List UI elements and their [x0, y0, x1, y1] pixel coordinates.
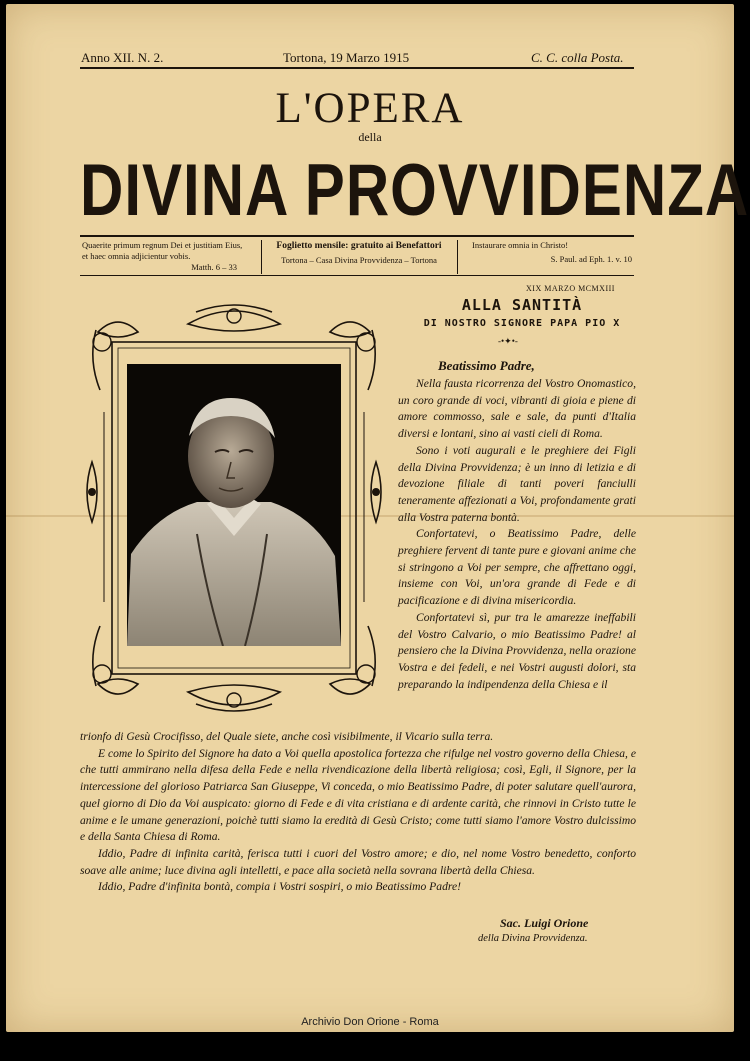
paragraph: Sono i voti augurali e le preghiere dei Figli della Divina Provvidenza; è un inno di letizia e di devozione filiale di tanti poveri fanciulli teneramente affezionati a Voi, profondamente grati alla Vostra paterna bontà. — [398, 443, 636, 524]
article-date: XIX MARZO MCMXIII — [526, 284, 615, 293]
title-opera: L'OPERA — [275, 85, 465, 132]
header-rule — [80, 67, 634, 69]
subheader-divider-1 — [261, 240, 262, 274]
motto-left-line1: Quaerite primum regnum Dei et justitiam Eius, — [82, 240, 243, 250]
greeting: Beatissimo Padre, — [438, 358, 535, 373]
article-subheading: DI NOSTRO SIGNORE PAPA PIO X — [423, 318, 621, 329]
place-date: Tortona, 19 Marzo 1915 — [283, 50, 410, 65]
subheader-center — [266, 240, 452, 266]
archive-credit: Archivio Don Orione - Roma — [301, 1016, 439, 1028]
motto-left-ref: Matth. 6 – 33 — [191, 262, 237, 272]
paragraph: Iddio, Padre di infinita carità, ferisca tutti i cuori del Vostro amore; e dio, nel nome Vostro benedetto, conforto soave alle anime; luce divina agli intelletti, e pace alla società nella sovrana libertà della Chiesa. — [80, 846, 636, 877]
subheader-center-line1: Foglietto mensile: gratuito ai Benefattori — [276, 241, 442, 251]
title-rule-top — [80, 235, 634, 237]
full-width-text — [80, 729, 636, 896]
postal-note: C. C. colla Posta. — [531, 50, 624, 65]
title-main: DIVINA PROVVIDENZA — [80, 149, 750, 231]
motto-left-line2: et haec omnia adjicientur vobis. — [82, 251, 191, 261]
signature-subtitle: della Divina Provvidenza. — [478, 933, 588, 944]
title-rule-bottom — [80, 275, 634, 276]
column-text — [398, 376, 636, 693]
motto-right-line1: Instaurare omnia in Christo! — [472, 240, 569, 250]
article-heading: ALLA SANTITÀ — [461, 296, 583, 314]
subheader-center-line2: Tortona – Casa Divina Provvidenza – Tortona — [281, 255, 437, 265]
paragraph: Confortatevi sì, pur tra le amarezze ineffabili del Vostro Calvario, o mio Beatissimo Padre! al pensiero che la Divina Provvidenza, nella orazione Vostra e dei fedeli, e nei Vostri augusti dolori, sta preparando la indipendenza della Chiesa e il — [398, 610, 636, 691]
heading-ornament: -•✦•- — [498, 336, 518, 346]
paragraph: Nella fausta ricorrenza del Vostro Onomastico, un coro grande di voci, vibranti di gioia e piene di amore commosso, sale e sale, da punti d'Italia diversi e lontani, sino ai vasti cieli di Roma. — [398, 377, 636, 441]
paragraph: E come lo Spirito del Signore ha dato a Voi quella apostolica fortezza che rifulge nel vostro governo della Chiesa, e che tutti ammirano nella difesa della Fede e nella rivendicazione della libertà religiosa; così, Egli, il Signore, per la intercessione del glorioso Patriarca San Giuseppe, Vi conceda, o mio Beatissimo Padre, di poter salutare quell'aurora, quel giorno di Dio da Voi auspicato: giorno di Fede e di vita cristiana e di ardente carità, che rinnovi in Cristo tutte le anime e le umane generazioni, poichè tutti siamo la eredità di Gesù Cristo; come tutti siamo l'amore Vostro dulcissimo e della Santa Chiesa di Roma. — [80, 746, 636, 844]
signature: Sac. Luigi Orione — [500, 916, 589, 930]
subheader-divider-2 — [457, 240, 458, 274]
paragraph: Confortatevi, o Beatissimo Padre, delle preghiere fervent di tante pure e giovani anime che si stringono a Voi per sempre, che affrettano oggi, insieme con Voi, un'ora grande di Fede e di pacificazione e di divina misericordia. — [398, 527, 636, 608]
paragraph: Iddio, Padre d'infinita bontà, compia i Vostri sospiri, o mio Beatissimo Padre! — [98, 880, 461, 894]
pope-portrait — [127, 364, 341, 646]
title-della: della — [358, 130, 382, 144]
motto-right — [472, 240, 632, 265]
issue-number: Anno XII. N. 2. — [81, 50, 164, 65]
paragraph: trionfo di Gesù Crocifisso, del Quale siete, anche così visibilmente, il Vicario sulla terra. — [80, 730, 494, 743]
motto-right-ref: S. Paul. ad Eph. 1. v. 10 — [550, 254, 632, 264]
motto-left — [82, 240, 257, 273]
